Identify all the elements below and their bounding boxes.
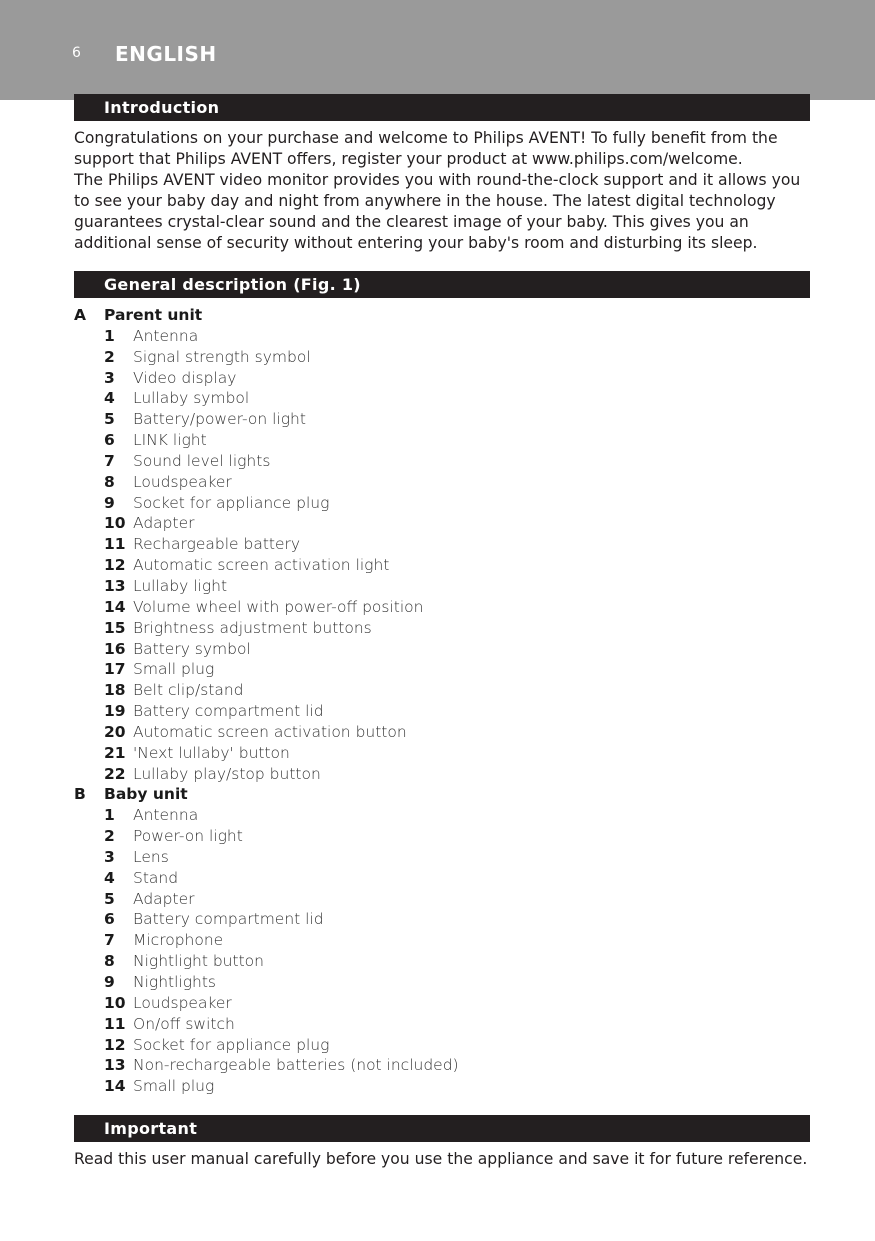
language-title: ENGLISH xyxy=(115,42,217,66)
item-label: Small plug xyxy=(133,660,215,679)
item-number: 1 xyxy=(104,806,115,825)
item-number: 3 xyxy=(104,847,115,866)
important-text: Read this user manual carefully before you use the appliance and save it for future reference. xyxy=(74,1150,808,1168)
list-item xyxy=(74,409,814,430)
list-item xyxy=(74,680,814,701)
item-number: 9 xyxy=(104,973,115,991)
list-item xyxy=(74,659,814,680)
list-item xyxy=(74,639,814,660)
list-item xyxy=(74,847,814,868)
list-item xyxy=(74,534,814,555)
item-label: Rechargeable battery xyxy=(133,535,301,554)
parent-unit-heading xyxy=(74,305,814,326)
introduction-paragraph-2: The Philips AVENT video monitor provides you with round-the-clock support and it allows you to see your baby day and night from anywhere in the house. The latest digital technology guarantees crystal-clear sound and the clearest image of your baby. This gives you an additional sense of security without entering your baby's room and disturbing its sleep. xyxy=(74,171,801,252)
item-number: 15 xyxy=(104,618,126,637)
list-item xyxy=(74,513,814,534)
item-label: Lullaby symbol xyxy=(133,389,250,408)
page-number: 6 xyxy=(72,45,81,61)
item-label: Lullaby light xyxy=(133,576,228,595)
item-label: Brightness adjustment buttons xyxy=(133,618,372,637)
list-item xyxy=(74,493,814,514)
parent-unit-items xyxy=(74,326,814,785)
list-item xyxy=(74,951,814,972)
baby-unit-letter: B xyxy=(74,785,86,804)
item-label: Battery symbol xyxy=(133,639,251,658)
item-number: 5 xyxy=(104,889,115,908)
list-item xyxy=(74,722,814,743)
list-item xyxy=(74,993,814,1014)
item-label: Adapter xyxy=(133,514,195,533)
list-item xyxy=(74,805,814,826)
parent-unit-title: Parent unit xyxy=(104,306,203,324)
item-label: Power-on light xyxy=(133,827,243,846)
item-label: Battery compartment lid xyxy=(133,910,324,929)
item-number: 11 xyxy=(104,1014,126,1033)
parent-unit-letter: A xyxy=(74,306,86,324)
list-item xyxy=(74,555,814,576)
item-label: Stand xyxy=(133,868,179,887)
item-label: Battery/power-on light xyxy=(133,410,306,429)
item-label: 'Next lullaby' button xyxy=(133,743,290,762)
item-number: 18 xyxy=(104,681,126,700)
item-label: Microphone xyxy=(133,931,224,950)
list-item xyxy=(74,618,814,639)
list-item xyxy=(74,1014,814,1035)
item-number: 14 xyxy=(104,1077,126,1096)
item-label: Adapter xyxy=(133,889,195,908)
list-item xyxy=(74,347,814,368)
item-label: Nightlights xyxy=(133,973,216,991)
list-item xyxy=(74,430,814,451)
list-item xyxy=(74,451,814,472)
item-label: Loudspeaker xyxy=(133,472,232,491)
item-label: Socket for appliance plug xyxy=(133,493,330,512)
item-label: Video display xyxy=(133,368,237,387)
item-number: 4 xyxy=(104,868,115,887)
baby-unit-items xyxy=(74,805,814,1097)
item-number: 4 xyxy=(104,389,115,408)
list-item xyxy=(74,597,814,618)
list-item xyxy=(74,909,814,930)
list-item xyxy=(74,764,814,785)
list-item xyxy=(74,868,814,889)
item-label: Lens xyxy=(133,847,169,866)
item-label: Small plug xyxy=(133,1077,215,1096)
list-item xyxy=(74,1055,814,1076)
item-number: 6 xyxy=(104,910,115,929)
item-label: LINK light xyxy=(133,431,207,450)
list-item xyxy=(74,368,814,389)
item-number: 12 xyxy=(104,1035,126,1054)
baby-unit-title: Baby unit xyxy=(104,785,188,804)
item-number: 22 xyxy=(104,764,126,783)
item-label: Automatic screen activation button xyxy=(133,722,407,741)
item-number: 9 xyxy=(104,493,115,512)
item-number: 8 xyxy=(104,952,115,971)
item-number: 21 xyxy=(104,743,126,762)
list-item xyxy=(74,972,814,993)
item-number: 13 xyxy=(104,1056,126,1075)
list-item xyxy=(74,930,814,951)
introduction-text xyxy=(74,128,814,254)
item-label: Signal strength symbol xyxy=(133,347,311,366)
item-label: Lullaby play/stop button xyxy=(133,764,321,783)
item-label: Automatic screen activation light xyxy=(133,556,390,575)
item-label: Nightlight button xyxy=(133,952,264,971)
list-item xyxy=(74,1035,814,1056)
item-number: 5 xyxy=(104,410,115,429)
list-item xyxy=(74,326,814,347)
general-description-heading: General description (Fig. 1) xyxy=(74,271,810,298)
item-number: 20 xyxy=(104,722,126,741)
item-label: Belt clip/stand xyxy=(133,681,244,700)
item-number: 16 xyxy=(104,639,126,658)
list-item xyxy=(74,889,814,910)
item-label: Antenna xyxy=(133,806,199,825)
item-number: 10 xyxy=(104,993,126,1012)
item-number: 7 xyxy=(104,931,115,950)
item-label: Socket for appliance plug xyxy=(133,1035,330,1054)
baby-unit-heading xyxy=(74,784,814,805)
item-number: 12 xyxy=(104,556,126,575)
important-heading: Important xyxy=(74,1115,810,1142)
list-item xyxy=(74,826,814,847)
introduction-paragraph-1: Congratulations on your purchase and welcome to Philips AVENT! To fully benefit from the support that Philips AVENT offers, register your product at www.philips.com/welcome. xyxy=(74,129,778,168)
item-number: 10 xyxy=(104,514,126,533)
item-number: 19 xyxy=(104,702,126,721)
item-number: 7 xyxy=(104,451,115,470)
list-item xyxy=(74,743,814,764)
list-item xyxy=(74,1076,814,1097)
item-number: 6 xyxy=(104,431,115,450)
item-number: 1 xyxy=(104,326,115,345)
item-label: Loudspeaker xyxy=(133,993,232,1012)
item-label: Battery compartment lid xyxy=(133,702,324,721)
item-label: On/off switch xyxy=(133,1014,235,1033)
list-item xyxy=(74,701,814,722)
item-number: 2 xyxy=(104,347,115,366)
general-description-list xyxy=(74,305,814,1097)
item-number: 13 xyxy=(104,576,126,595)
list-item xyxy=(74,472,814,493)
item-number: 14 xyxy=(104,597,126,616)
item-label: Sound level lights xyxy=(133,451,271,470)
item-label: Antenna xyxy=(133,326,199,345)
item-number: 17 xyxy=(104,660,126,679)
item-number: 8 xyxy=(104,472,115,491)
list-item xyxy=(74,576,814,597)
item-label: Volume wheel with power-off position xyxy=(133,597,424,616)
item-label: Non-rechargeable batteries (not included) xyxy=(133,1056,459,1075)
introduction-heading: Introduction xyxy=(74,94,810,121)
list-item xyxy=(74,388,814,409)
item-number: 3 xyxy=(104,368,115,387)
item-number: 11 xyxy=(104,535,126,554)
item-number: 2 xyxy=(104,827,115,846)
